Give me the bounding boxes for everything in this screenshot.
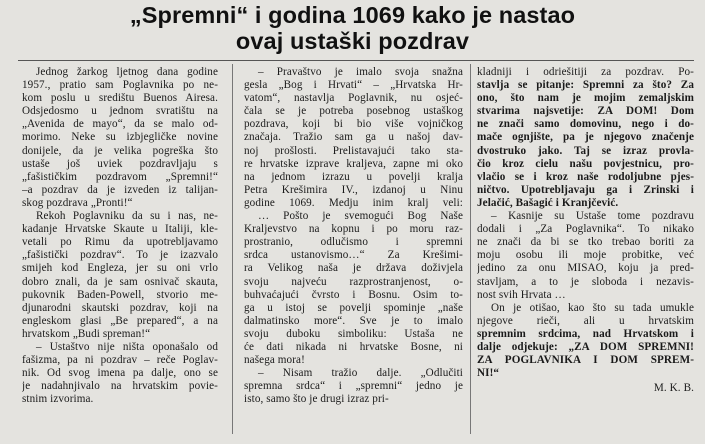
article-line: nik. Od svog imena pa dalje, ono se [22, 367, 218, 380]
article-line: fašizma, pa ni pozdrav – reče Poglav- [22, 354, 218, 367]
article-line: NI!“ [477, 367, 500, 380]
author-signature: M. K. B. [653, 382, 694, 395]
article-line: moju osobu ili moje probitke, već [477, 249, 694, 262]
article-line: kadanje Hrvatske Skaute u Italiji, kle- [22, 223, 218, 236]
article-line: ničtvo. Upotrebljavaju ga i Zrinski i [477, 183, 694, 196]
article-line: nost svih Hrvata … [477, 288, 566, 301]
article-line: Kraljevstvo na kopnu i po moru raz- [244, 223, 463, 236]
article-line: spremnim srdcima, nad Hrvatskom i [477, 327, 694, 340]
article-line: ra Velikog naša je država doživjela [244, 262, 463, 275]
article-line: morimo. Neke su izbjegličke novine [22, 131, 218, 144]
headline-line-2: ovaj ustaški pozdrav [235, 28, 470, 54]
article-line: skog pozdrava „Pronti!“ [22, 196, 133, 209]
article-line: spremna srdca“ i „spremni“ jedno je [244, 380, 463, 393]
article-line: Odsjedosmo u jednom svratištu na [22, 105, 218, 118]
article-line: svoju duboku simboliku: Ustaša ne [244, 327, 463, 340]
article-line: gesla „Bog i Hrvati“ – „Hrvatska Hr- [244, 79, 463, 92]
headline-rule [18, 60, 694, 61]
article-line: ne znači samo domovinu, nego i do- [477, 118, 694, 131]
headline-line-1: „Spremni“ i godina 1069 kako je nastao [129, 2, 576, 28]
article-line: čio kroz cielu našu povjestnicu, pro- [477, 157, 694, 170]
article-line: „Avenida de mayo“, da se malo od- [22, 118, 218, 131]
article-line: dobro znali, da je sam osnivač skauta, [22, 275, 218, 288]
article-line: ustaše još uviek pozdravljaju s [22, 157, 218, 170]
article-line: mače ognjište, pa je njegovo značenje [477, 131, 694, 144]
article-line: – Pravaštvo je imalo svoja snažna [258, 66, 463, 78]
article-line: našega mora! [244, 354, 305, 367]
article-line: donijele, da je velika pogreška što [22, 144, 218, 157]
article-line: pozdrava, koji bi bio više vojničkog [244, 118, 463, 131]
article-line: jedino za onu MISAO, koju ja pred- [477, 262, 694, 275]
article-line: godine 1069. Medju inim kralj veli: [244, 196, 463, 209]
article-line: na jednom izrazu u povelji kralja [244, 170, 463, 183]
article-line: njegove rieči, ali u hrvatskim [477, 314, 694, 327]
article-line: ne znači da bi se tko trebao boriti za [477, 236, 694, 249]
article-line: ga u istoj se povelji spominje „naše [244, 301, 463, 314]
article-line: svoju najveću razprostranjenost, o- [244, 275, 463, 288]
article-line: – Kasnije su Ustaše tome pozdravu [491, 210, 694, 223]
article-line: Jednog žarkog ljetnog dana godine [36, 66, 218, 78]
article-line: vatom“, nastavlja Poglavnik, nu osjeć- [244, 92, 463, 105]
article-column-3 [477, 66, 694, 395]
article-line: – Nisam tražio dalje. „Odlučiti [258, 367, 463, 380]
article-line: dalje odjekuje: „ZA DOM SPREMNI! [477, 340, 694, 353]
article-column-1 [22, 66, 218, 406]
article-line: hrvatskom „Budi spreman!“ [22, 327, 151, 340]
article-line: ono, što nam je mojim zemaljskim [477, 92, 694, 105]
article-line: stavlja se pitanje: Spremni za što? Za [477, 79, 694, 92]
article-line: čala se je potreba posebnog ustaškog [244, 105, 463, 118]
article-line: vetali po Rimu da upotrebljavamo [22, 236, 218, 249]
article-line: dvostruko jako. Taj se izraz provla- [477, 144, 694, 157]
article-line: Petra Krešimira IV., izdanoj u Ninu [244, 183, 463, 196]
article-line: … Pošto je svemogući Bog Naše [258, 210, 463, 223]
article-line: On je otišao, kao što su tada umukle [491, 301, 694, 314]
article-line: Jelačić, Bašagić i Kranjčević. [477, 196, 619, 209]
column-divider [470, 64, 471, 434]
article-line: „fašistički pozdrav“. To je izazvalo [22, 249, 218, 262]
headline [0, 2, 705, 54]
article-line: „fašističkim pozdravom „Spremni!“ [22, 170, 218, 183]
article-line: srdca ustanovismo…“ Za Krešimi- [244, 249, 463, 262]
article-line: isto, samo što je drugi izraz pri- [244, 393, 389, 406]
article-line: pukovnik Baden-Powell, stvorio me- [22, 288, 218, 301]
article-line: ZA POGLAVNIKA I DOM SPREM- [477, 354, 694, 367]
article-column-2 [244, 66, 463, 406]
article-line: smijeh kod Engleza, jer su oni vrlo [22, 262, 218, 275]
article-line: kladniji i odriešitiji za pozdrav. Po- [477, 66, 694, 78]
article-line: dodali i „Za Poglavnika“. To nikako [477, 223, 694, 236]
article-line: dalmatinsko more“. Sve je to imalo [244, 314, 463, 327]
article-line: će dati nikada ni hrvatske Bosne, ni [244, 340, 463, 353]
article-line: stavljam, a to je sloboda i nezavis- [477, 275, 694, 288]
article-line: stvarima najsvetije: ZA DOM! Dom [477, 105, 694, 118]
article-line: značaja. Tražio sam ga u našoj dav- [244, 131, 463, 144]
article-line: –a pozdrav da je izveden iz talijan- [22, 183, 218, 196]
article-line: 1957., pratio sam Poglavnika po ne- [22, 79, 218, 92]
article-line: kom poslu u središtu Buenos Airesa. [22, 92, 218, 105]
article-line: engleskom glasi „Be prepared“, a na [22, 314, 218, 327]
article-line: buhvaćajući čvrsto i Bosnu. Osim to- [244, 288, 463, 301]
column-divider [232, 64, 233, 434]
article-line: noj prošlosti. Prelistavajući tako sta- [244, 144, 463, 157]
article-line: djunarodni skautski pozdrav, koji na [22, 301, 218, 314]
article-line: vlačio se i kroz naše rodoljubne pjes- [477, 170, 694, 183]
article-line: prostranio, odlučismo i spremni [244, 236, 463, 249]
article-line: re hrvatske izprave kraljeva, zapne mi oko [244, 157, 463, 170]
article-line: je nadahnjivalo na hrvatskim povie- [22, 380, 218, 393]
article-line: – Ustaštvo nije ništa oponašalo od [36, 340, 218, 353]
article-line: stnim izvorima. [22, 393, 94, 406]
article-line: Rekoh Poglavniku da su i nas, ne- [36, 210, 218, 223]
